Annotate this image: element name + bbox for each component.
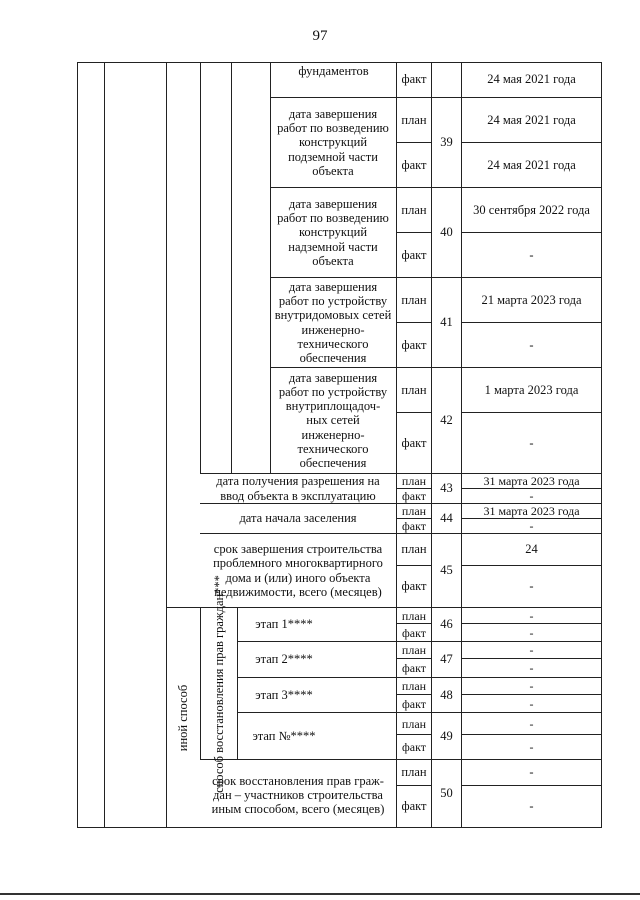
row-41-number: 41	[440, 315, 453, 330]
row-49-fact-label: факт	[401, 740, 427, 754]
row-44-number: 44	[440, 511, 453, 526]
row-50-fact-value: -	[529, 799, 534, 814]
row-47-label: этап 2****	[255, 652, 313, 667]
row-42-number: 42	[440, 413, 453, 428]
page-number: 97	[312, 28, 328, 44]
row-39-fact-label: факт	[401, 157, 427, 172]
row-50-fact-label: факт	[401, 799, 427, 814]
row-49-plan-value: -	[529, 716, 534, 731]
row-45-plan-value: 24	[525, 542, 538, 557]
row-46-fact-value: -	[529, 625, 534, 640]
row-48-label: этап 3****	[255, 687, 313, 702]
row-42-fact-value: -	[529, 435, 534, 450]
row-46-number: 46	[440, 617, 453, 632]
row-43-number: 43	[440, 481, 453, 496]
row-49-plan-label: план	[401, 716, 427, 731]
row-46-fact-label: факт	[401, 625, 427, 640]
row-47-number: 47	[440, 652, 453, 667]
row-41-fact-value: -	[529, 337, 534, 352]
row-45-fact-label: факт	[401, 579, 427, 594]
row-44-fact-value: -	[529, 519, 534, 533]
row-50-plan-label: план	[401, 765, 427, 780]
row-39-plan-label: план	[401, 112, 427, 127]
row-48-fact-value: -	[529, 696, 534, 711]
row-42-fact-label: факт	[401, 435, 427, 450]
row-43-fact-label: факт	[401, 489, 427, 503]
row-38-fact-value: 24 мая 2021 года	[487, 72, 576, 87]
row-43-plan-label: план	[401, 474, 427, 488]
page-bottom-rule	[0, 893, 640, 895]
row-44-plan-value: 31 марта 2023 года	[483, 504, 580, 518]
row-45-plan-label: план	[401, 542, 427, 557]
restore-method-vertical-label: способ восстановления прав граждан***	[212, 574, 227, 793]
row-43-label: дата получения разрешения на ввод объекта в эксплуатацию	[216, 474, 380, 503]
row-39-number: 39	[440, 135, 453, 150]
other-method-vertical-label: иной способ	[176, 684, 191, 751]
row-41-fact-label: факт	[401, 337, 427, 352]
row-48-number: 48	[440, 687, 453, 702]
row-45-fact-value: -	[529, 579, 534, 594]
row-40-plan-label: план	[401, 202, 427, 217]
row-47-fact-label: факт	[401, 661, 427, 675]
row-46-label: этап 1****	[255, 617, 313, 632]
row-47-plan-value: -	[529, 643, 534, 657]
row-40-number: 40	[440, 225, 453, 240]
row-39-fact-value: 24 мая 2021 года	[487, 157, 576, 172]
row-38-fact-label: факт	[401, 72, 427, 87]
row-40-fact-label: факт	[401, 247, 427, 262]
row-44-plan-label: план	[401, 504, 427, 518]
row-48-plan-label: план	[401, 679, 427, 693]
row-49-number: 49	[440, 728, 453, 743]
row-47-plan-label: план	[401, 643, 427, 657]
row-38-label: фундаментов	[298, 63, 369, 78]
row-41-plan-value: 21 марта 2023 года	[481, 292, 582, 307]
row-50-number: 50	[440, 786, 453, 801]
row-47-fact-value: -	[529, 661, 534, 675]
row-39-label: дата завершения работ по возведению конструкций подземной части объекта	[277, 106, 389, 178]
row-40-fact-value: -	[529, 247, 534, 262]
row-44-label: дата начала заселения	[239, 511, 357, 526]
row-49-fact-value: -	[529, 740, 534, 754]
row-42-plan-value: 1 марта 2023 года	[484, 382, 579, 397]
row-45-number: 45	[440, 563, 453, 578]
row-40-plan-value: 30 сентября 2022 года	[473, 202, 590, 217]
row-41-plan-label: план	[401, 292, 427, 307]
row-48-fact-label: факт	[401, 696, 427, 711]
row-42-plan-label: план	[401, 382, 427, 397]
row-45-label: срок завершения строительства проблемного многоквартирного дома и (или) иного объекта недвижимости, всего (месяцев)	[213, 542, 383, 599]
row-46-plan-label: план	[401, 608, 427, 623]
row-49-label: этап №****	[252, 728, 316, 743]
row-41-label: дата завершения работ по устройству внутридомовых сетей инженерно-технического обеспечения	[274, 279, 392, 365]
row-50-plan-value: -	[529, 765, 534, 780]
row-43-plan-value: 31 марта 2023 года	[483, 474, 580, 488]
row-48-plan-value: -	[529, 679, 534, 693]
row-42-label: дата завершения работ по устройству внутриплощадоч-ных сетей инженерно-технического обеспечения	[278, 370, 388, 470]
row-40-label: дата завершения работ по возведению конструкций надземной части объекта	[277, 196, 389, 268]
row-43-fact-value: -	[529, 489, 534, 503]
row-50-label: срок восстановления прав граж-дан – участников строительства иным способом, всего (месяцев)	[211, 773, 385, 817]
row-44-fact-label: факт	[401, 519, 427, 533]
row-39-plan-value: 24 мая 2021 года	[487, 112, 576, 127]
row-46-plan-value: -	[529, 608, 534, 623]
